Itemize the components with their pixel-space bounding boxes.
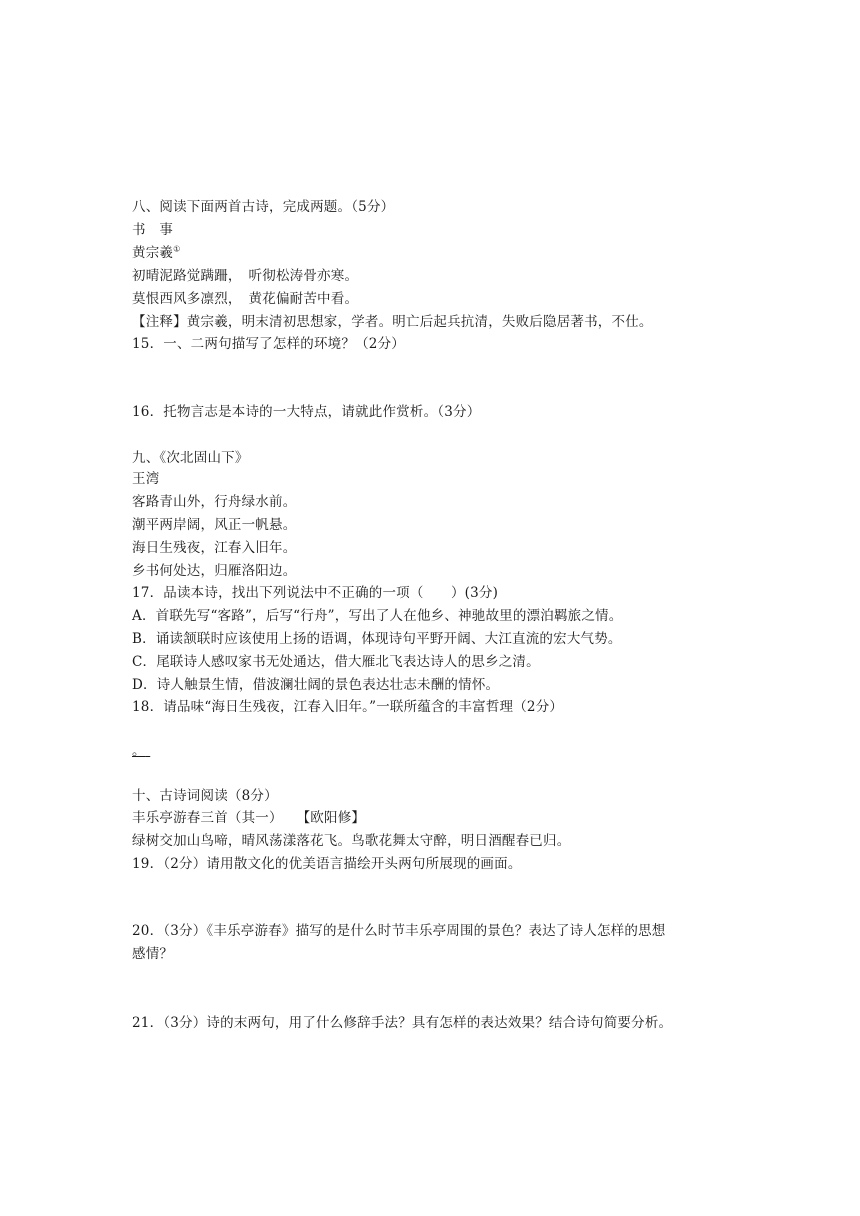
answer-period: 。: [132, 743, 146, 759]
poem-author-huang: [132, 243, 180, 263]
poem-line-1: 客路青山外，行舟绿水前。: [132, 494, 297, 510]
option-b: B．诵读颔联时应该使用上扬的语调，体现诗句平野开阔、大江直流的宏大气势。: [132, 631, 622, 647]
question-19: 19．（2分）请用散文化的优美语言描绘开头两句所展现的画面。: [132, 856, 522, 872]
question-17: 17．品读本诗，找出下列说法中不正确的一项（ ）(3分): [132, 585, 499, 601]
question-21: 21．（3分）诗的末两句，用了什么修辞手法？具有怎样的表达效果？结合诗句简要分析。: [132, 1015, 673, 1031]
poem-line-2: 潮平两岸阔，风正一帆悬。: [132, 517, 297, 533]
author-name: 黄宗羲: [132, 245, 174, 261]
poem-body: 绿树交加山鸟啼，晴风荡漾落花飞。鸟歌花舞太守醉，明日酒醒春已归。: [132, 833, 571, 849]
question-15: 15．一、二两句描写了怎样的环境？（2分）: [132, 336, 405, 352]
poem-title-fengle: 丰乐亭游春三首（其一） 【欧阳修】: [132, 810, 366, 826]
question-20-line-1: 20．（3分）《丰乐亭游春》描写的是什么时节丰乐亭周围的景色？表达了诗人怎样的思想: [132, 923, 666, 939]
section-9-heading: 九、《次北固山下》: [132, 450, 249, 466]
poem-line-1: 初晴泥路觉蹒跚， 听彻松涛骨亦寒。: [132, 268, 359, 284]
poem-author-wang: 王湾: [132, 471, 160, 487]
section-10-heading: 十、古诗词阅读（8分）: [132, 788, 278, 804]
poem-line-2: 莫恨西风多凛烈， 黄花偏耐苦中看。: [132, 291, 359, 307]
question-16: 16．托物言志是本诗的一大特点，请就此作赏析。（3分）: [132, 404, 481, 420]
option-c: C．尾联诗人感叹家书无处通达，借大雁北飞表达诗人的思乡之清。: [132, 654, 540, 670]
question-20-line-2: 感情？: [132, 946, 174, 962]
footnote-mark: ①: [173, 244, 181, 254]
annotation: 【注释】黄宗羲，明末清初思想家，学者。明亡后起兵抗清，失败后隐居著书，不仕。: [132, 314, 653, 330]
option-d: D．诗人触景生情，借波澜壮阔的景色表达壮志未酬的情怀。: [132, 677, 500, 693]
poem-line-4: 乡书何处达，归雁洛阳边。: [132, 563, 297, 579]
option-a: A．首联先写“客路”，后写“行舟”，写出了人在他乡、神驰故里的漂泊羁旅之情。: [132, 608, 623, 624]
section-8-heading: 八、阅读下面两首古诗，完成两题。（5分）: [132, 199, 395, 215]
answer-line-mark: [132, 741, 150, 761]
poem-line-3: 海日生残夜，江春入旧年。: [132, 540, 297, 556]
poem-title-shushi: 书 事: [132, 222, 174, 238]
question-18: 18．请品味“海日生残夜，江春入旧年。”一联所蕴含的丰富哲理（2分）: [132, 699, 564, 715]
